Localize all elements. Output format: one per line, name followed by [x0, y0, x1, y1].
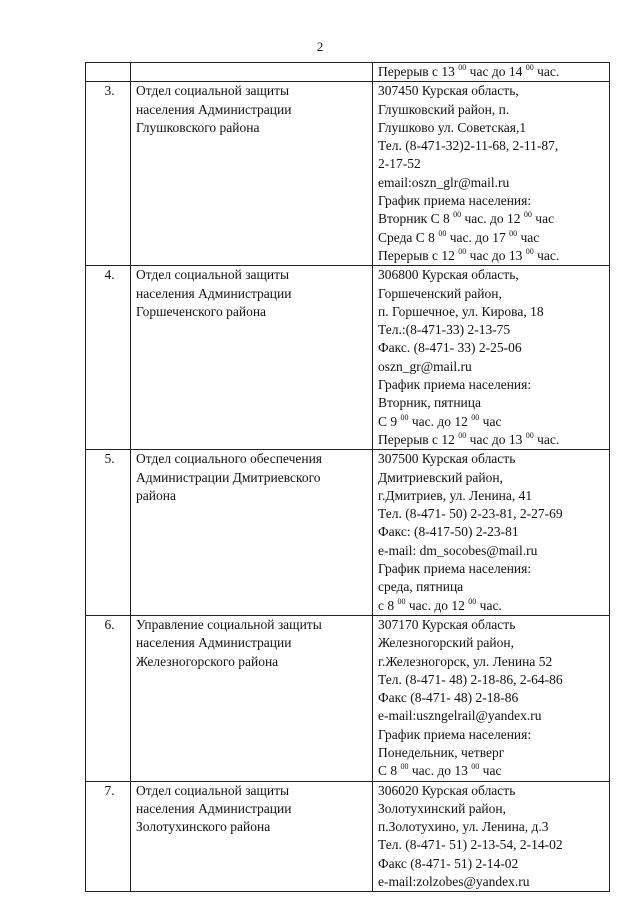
info-line [378, 247, 607, 265]
info-text: с 8 [378, 597, 398, 613]
table-row [86, 82, 610, 266]
organization-name-line: населения Администрации [136, 635, 292, 651]
organization-name-line: населения Администрации [136, 285, 292, 301]
info-line [378, 229, 607, 247]
page-number: 2 [316, 39, 324, 54]
info-line [378, 653, 607, 671]
organization-name-line: Отдел социальной защиты [136, 782, 290, 798]
info-text: Среда С 8 [378, 229, 439, 245]
info-text: час до 13 [466, 431, 526, 447]
info-text: Факс (8-471- 51) 2-14-02 [378, 855, 519, 871]
info-text: 307450 Курская область, [378, 83, 519, 99]
info-text: 2-17-52 [378, 156, 421, 172]
info-line [378, 578, 607, 596]
info-line [378, 782, 607, 800]
row-number: 6. [104, 616, 115, 632]
info-text: e-mail: dm_socobes@mail.ru [378, 542, 538, 558]
info-line [378, 836, 607, 854]
info-text: час [531, 211, 555, 227]
row-number: 4. [104, 267, 115, 283]
info-line [378, 671, 607, 689]
info-text: С 9 [378, 413, 401, 429]
info-line [378, 597, 607, 615]
info-line [378, 210, 607, 228]
info-text: Вторник, пятница [378, 395, 481, 411]
organization-name-line: Отдел социальной защиты [136, 267, 290, 283]
info-line [378, 137, 607, 155]
superscript-minutes: 00 [397, 596, 406, 606]
info-text: График приема населения: [378, 377, 532, 393]
info-line [378, 634, 607, 652]
info-line [378, 155, 607, 173]
info-text: Тел.:(8-471-33) 2-13-75 [378, 322, 511, 338]
info-text: среда, пятница [378, 579, 464, 595]
organization-cell [131, 615, 373, 781]
table-row [86, 615, 610, 781]
row-number-cell [86, 781, 131, 892]
info-line [378, 689, 607, 707]
info-line [378, 542, 607, 560]
info-text: час до 14 [466, 64, 526, 79]
info-line [378, 505, 607, 523]
info-line [378, 762, 607, 780]
row-number-cell [86, 63, 131, 82]
superscript-minutes: 00 [525, 246, 534, 256]
info-text: час. до 17 [446, 229, 510, 245]
info-text: Глушково ул. Советская,1 [378, 119, 527, 135]
table-row-continued [86, 63, 610, 82]
info-line [378, 487, 607, 505]
info-text: час. до 13 [408, 763, 472, 779]
info-text: п.Золотухино, ул. Ленина, д.3 [378, 819, 549, 835]
superscript-minutes: 00 [453, 210, 462, 220]
superscript-minutes: 00 [523, 210, 532, 220]
organization-name-line: Золотухинского района [136, 819, 271, 835]
row-number: 7. [104, 782, 115, 798]
organization-cell [131, 266, 373, 450]
contact-info-cell [373, 781, 610, 892]
info-text: e-mail:uszngelrail@yandex.ru [378, 708, 542, 724]
row-number: 3. [104, 83, 115, 99]
info-text: Горшеченский район, [378, 285, 502, 301]
info-line [378, 321, 607, 339]
organization-name-line: Отдел социального обеспечения [136, 451, 323, 467]
info-text: 306800 Курская область, [378, 267, 519, 283]
info-text: Тел. (8-471-32)2-11-68, 2-11-87, [378, 138, 559, 154]
contact-info-cell [373, 63, 610, 82]
info-line [378, 523, 607, 541]
info-line [378, 560, 607, 578]
info-line [378, 818, 607, 836]
info-line [378, 174, 607, 192]
info-text: Перерыв с 12 [378, 247, 459, 263]
info-line [378, 82, 607, 100]
info-line [378, 431, 607, 449]
info-text: 307170 Курская область [378, 616, 516, 632]
superscript-minutes: 00 [509, 228, 518, 238]
contact-info-cell [373, 82, 610, 266]
info-text: час [479, 413, 502, 429]
organization-name-line: района [136, 487, 176, 503]
info-text: Дмитриевский район, [378, 469, 503, 485]
info-text: час [479, 763, 502, 779]
info-line [378, 285, 607, 303]
info-text: час. [533, 64, 560, 79]
superscript-minutes: 00 [468, 596, 477, 606]
info-text: час. до 12 [408, 413, 472, 429]
info-line [378, 707, 607, 725]
info-line [378, 119, 607, 137]
info-text: час. до 12 [405, 597, 469, 613]
offices-table-body [86, 63, 610, 892]
row-number: 5. [104, 451, 115, 467]
organization-cell [131, 82, 373, 266]
info-line [378, 339, 607, 357]
info-text: час. [533, 431, 560, 447]
organization-name-line: Отдел социальной защиты [136, 83, 290, 99]
info-line [378, 873, 607, 891]
info-text: час [517, 229, 540, 245]
info-line [378, 800, 607, 818]
info-line [378, 266, 607, 284]
contact-info-cell [373, 615, 610, 781]
info-text: e-mail:zolzobes@yandex.ru [378, 874, 530, 890]
organization-name-line: населения Администрации [136, 101, 292, 117]
info-line [378, 101, 607, 119]
row-number-cell [86, 615, 131, 781]
info-line [378, 394, 607, 412]
info-text: Тел. (8-471- 51) 2-13-54, 2-14-02 [378, 837, 563, 853]
info-line [378, 376, 607, 394]
row-number-cell [86, 82, 131, 266]
superscript-minutes: 00 [471, 762, 480, 772]
organization-cell [131, 63, 373, 82]
info-line [378, 358, 607, 376]
info-text: email:oszn_glr@mail.ru [378, 174, 510, 190]
info-text: Золотухинский район, [378, 800, 507, 816]
superscript-minutes: 00 [458, 246, 467, 256]
info-text: График приема населения: [378, 726, 532, 742]
row-number-cell [86, 450, 131, 616]
organization-name-line: Горшеченского района [136, 303, 267, 319]
superscript-minutes: 00 [400, 762, 409, 772]
info-text: п. Горшечное, ул. Кирова, 18 [378, 303, 544, 319]
organization-cell [131, 450, 373, 616]
info-text: oszn_gr@mail.ru [378, 358, 472, 374]
superscript-minutes: 00 [471, 412, 480, 422]
info-line [378, 450, 607, 468]
info-line [378, 469, 607, 487]
info-text: Перерыв с 12 [378, 431, 459, 447]
superscript-minutes: 00 [525, 430, 534, 440]
info-line [378, 192, 607, 210]
organization-name-line: Управление социальной защиты [136, 616, 322, 632]
superscript-minutes: 00 [400, 412, 409, 422]
offices-table [85, 62, 610, 892]
organization-name-line: населения Администрации [136, 800, 292, 816]
contact-info-cell [373, 450, 610, 616]
organization-name-line: Глушковского района [136, 119, 260, 135]
superscript-minutes: 00 [438, 228, 447, 238]
contact-info-cell [373, 266, 610, 450]
info-text: График приема населения: [378, 561, 532, 577]
info-text: Глушковский район, п. [378, 101, 510, 117]
info-text: 307500 Курская область [378, 451, 516, 467]
superscript-minutes: 00 [458, 430, 467, 440]
organization-name-line: Железногорского района [136, 653, 279, 669]
row-number-cell [86, 266, 131, 450]
info-text: 306020 Курская область [378, 782, 516, 798]
table-row [86, 450, 610, 616]
info-text: Перерыв с 13 [378, 64, 459, 79]
info-text: Тел. (8-471- 50) 2-23-81, 2-27-69 [378, 506, 563, 522]
info-text: Тел. (8-471- 48) 2-18-86, 2-64-86 [378, 671, 563, 687]
info-text: час. [476, 597, 502, 613]
info-line [378, 744, 607, 762]
superscript-minutes: 00 [458, 63, 467, 72]
info-text: час до 13 [466, 247, 526, 263]
info-text: Понедельник, четверг [378, 744, 505, 760]
superscript-minutes: 00 [525, 63, 534, 72]
info-text: час. [533, 247, 560, 263]
info-line [378, 63, 607, 81]
info-line [378, 303, 607, 321]
info-line [378, 413, 607, 431]
info-text: г.Железногорск, ул. Ленина 52 [378, 653, 553, 669]
info-text: Факс: (8-417-50) 2-23-81 [378, 524, 519, 540]
info-text: Железногорский район, [378, 635, 514, 651]
organization-name-line: Администрации Дмитриевского [136, 469, 321, 485]
table-row [86, 781, 610, 892]
info-text: С 8 [378, 763, 401, 779]
info-text: Вторник С 8 [378, 211, 454, 227]
info-line [378, 855, 607, 873]
info-text: График приема населения: [378, 193, 532, 209]
info-line [378, 726, 607, 744]
info-line [378, 616, 607, 634]
info-text: Факс (8-471- 48) 2-18-86 [378, 690, 519, 706]
table-row [86, 266, 610, 450]
organization-cell [131, 781, 373, 892]
info-text: Факс. (8-471- 33) 2-25-06 [378, 340, 522, 356]
info-text: час. до 12 [461, 211, 524, 227]
info-text: г.Дмитриев, ул. Ленина, 41 [378, 487, 533, 503]
